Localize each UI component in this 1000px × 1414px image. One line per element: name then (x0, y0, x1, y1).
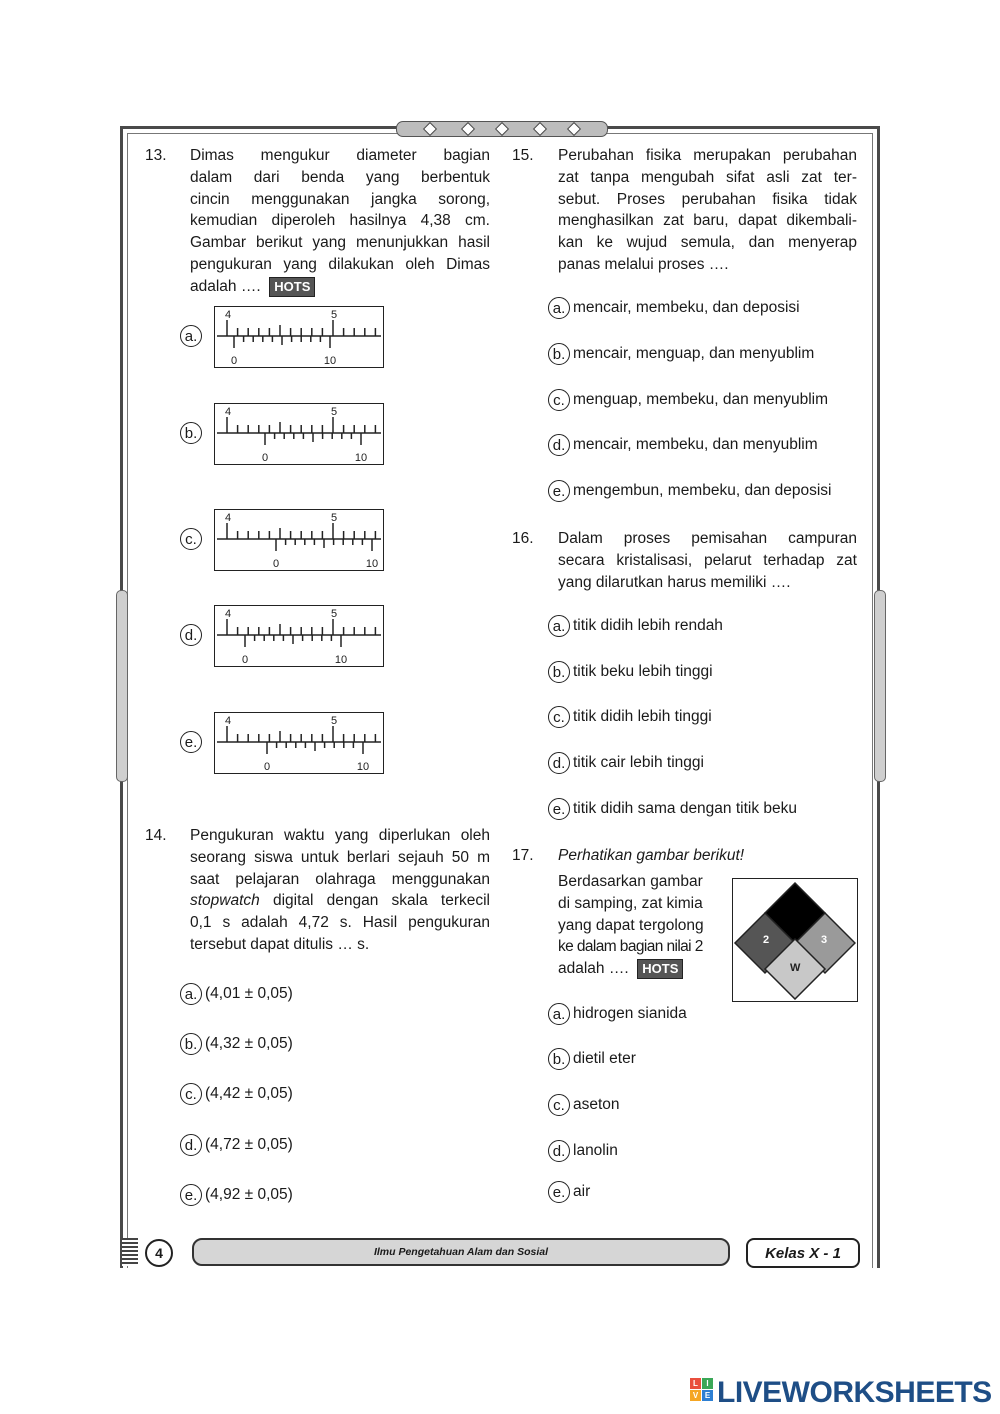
q13-option-e[interactable] (180, 731, 205, 753)
q15-option-a[interactable]: a. mencair, membeku, dan deposisi (548, 297, 800, 319)
hots-badge: HOTS (269, 277, 315, 297)
q16-number: 16. (512, 530, 534, 547)
main-scale-label-5: 5 (330, 608, 338, 620)
footer-stripes-left (122, 1238, 138, 1266)
footer-subject: Ilmu Pengetahuan Alam dan Sosial (192, 1238, 730, 1266)
q14-number: 14. (145, 827, 167, 844)
q13-text: Dimas mengukur diameter bagian dalam dari benda yang berbentuk cincin menggunakan jangka sorong, kemudian diperoleh hasilnya 4,38 cm. Gambar berikut yang menunjukkan hasil pengukuran yang dilakukan oleh Dimas adalah …. HOTS (190, 147, 490, 295)
q13-number: 13. (145, 147, 167, 164)
option-letter: c. (180, 528, 202, 550)
q15-option-b[interactable]: b. mencair, menguap, dan menyublim (548, 343, 814, 365)
vernier-label-0: 0 (241, 654, 249, 666)
top-ornament (396, 121, 608, 137)
q13-option-d[interactable] (180, 624, 205, 646)
q15-option-e[interactable]: e. mengembun, membeku, dan deposisi (548, 480, 831, 502)
diamond-right-label: 3 (821, 934, 828, 946)
q16-option-c[interactable]: c. titik didih lebih tinggi (548, 706, 712, 728)
option-letter: d. (180, 624, 202, 646)
q16-option-a[interactable]: a. titik didih lebih rendah (548, 615, 723, 637)
q17-text: Berdasarkan gambar di samping, zat kimia yang dapat tergolong ke dalam bagian nilai 2 adalah …. HOTS (558, 873, 704, 978)
q16-option-b[interactable]: b. titik beku lebih tinggi (548, 661, 713, 683)
left-ornament (116, 590, 128, 782)
q14-option-e[interactable]: e. (4,92 ± 0,05) (180, 1184, 293, 1206)
q14-option-a[interactable]: a. (4,01 ± 0,05) (180, 983, 293, 1005)
caliper-diagram (214, 306, 384, 368)
caliper-diagram (214, 403, 384, 465)
q17-option-c[interactable]: c. aseton (548, 1094, 620, 1116)
q17-intro: Perhatikan gambar berikut! (558, 847, 745, 864)
liveworksheets-logo-icon: L I V E (690, 1378, 714, 1404)
q13-option-a[interactable] (180, 325, 205, 347)
main-scale-label-5: 5 (330, 715, 338, 727)
q15-option-c[interactable]: c. menguap, membeku, dan menyublim (548, 389, 828, 411)
main-scale-label-4: 4 (224, 608, 232, 620)
q17-option-d[interactable]: d. lanolin (548, 1140, 618, 1162)
caliper-diagram (214, 605, 384, 667)
q15-option-d[interactable]: d. mencair, membeku, dan menyublim (548, 434, 818, 456)
q14-option-b[interactable]: b. (4,32 ± 0,05) (180, 1033, 293, 1055)
main-scale-label-4: 4 (224, 715, 232, 727)
vernier-label-0: 0 (230, 355, 238, 367)
vernier-label-0: 0 (263, 761, 271, 773)
q14-option-d[interactable]: d. (4,72 ± 0,05) (180, 1134, 293, 1156)
q17-option-e[interactable]: e. air (548, 1181, 590, 1203)
q13-option-c[interactable] (180, 528, 205, 550)
vernier-label-0: 0 (272, 558, 280, 570)
footer-kelas: Kelas X - 1 (746, 1238, 860, 1268)
option-letter: b. (180, 422, 202, 444)
q14-option-c[interactable]: c. (4,42 ± 0,05) (180, 1083, 293, 1105)
vernier-label-0: 0 (261, 452, 269, 464)
caliper-diagram (214, 509, 384, 571)
q17-option-b[interactable]: b. dietil eter (548, 1048, 636, 1070)
liveworksheets-logo: LIVEWORKSHEETS (717, 1376, 992, 1409)
diamond-left-label: 2 (763, 934, 770, 946)
main-scale-label-5: 5 (330, 512, 338, 524)
hots-badge: HOTS (637, 959, 683, 979)
option-letter: a. (180, 325, 202, 347)
hazard-diamond (732, 878, 858, 1002)
q16-option-d[interactable]: d. titik cair lebih tinggi (548, 752, 704, 774)
main-scale-label-4: 4 (224, 512, 232, 524)
main-scale-label-4: 4 (224, 406, 232, 418)
main-scale-label-5: 5 (330, 406, 338, 418)
caliper-diagram (214, 712, 384, 774)
q14-text: Pengukuran waktu yang diperlukan oleh seorang siswa untuk berlari sejauh 50 m saat pelajaran olahraga menggunakan stopwatch digital dengan skala terkecil 0,1 s adalah 4,72 s. Hasil pengukuran tersebut dapat ditulis … s. (190, 827, 490, 953)
q15-text: Perubahan fisika merupakan perubahan zat tanpa mengubah sifat asli zat ter- sebut. Proses perubahan fisika tidak menghasilkan zat baru, dapat dikembali- kan ke wujud semula, dan menyerap panas melalui proses …. (558, 147, 857, 273)
main-scale-label-5: 5 (330, 309, 338, 321)
diamond-bottom-label: W (790, 962, 801, 974)
option-letter: e. (180, 731, 202, 753)
q16-option-e[interactable]: e. titik didih sama dengan titik beku (548, 798, 797, 820)
vernier-label-10: 10 (365, 558, 379, 570)
right-ornament (874, 590, 886, 782)
q15-number: 15. (512, 147, 534, 164)
page-number: 4 (145, 1239, 173, 1267)
vernier-label-10: 10 (334, 654, 348, 666)
q13-option-b[interactable] (180, 422, 205, 444)
vernier-label-10: 10 (354, 452, 368, 464)
vernier-label-10: 10 (323, 355, 337, 367)
q17-option-a[interactable]: a. hidrogen sianida (548, 1003, 687, 1025)
q16-text: Dalam proses pemisahan campuran secara kristalisasi, pelarut terhadap zat yang dilarutkan harus memiliki …. (558, 530, 857, 591)
vernier-label-10: 10 (356, 761, 370, 773)
main-scale-label-4: 4 (224, 309, 232, 321)
q17-number: 17. (512, 847, 534, 864)
